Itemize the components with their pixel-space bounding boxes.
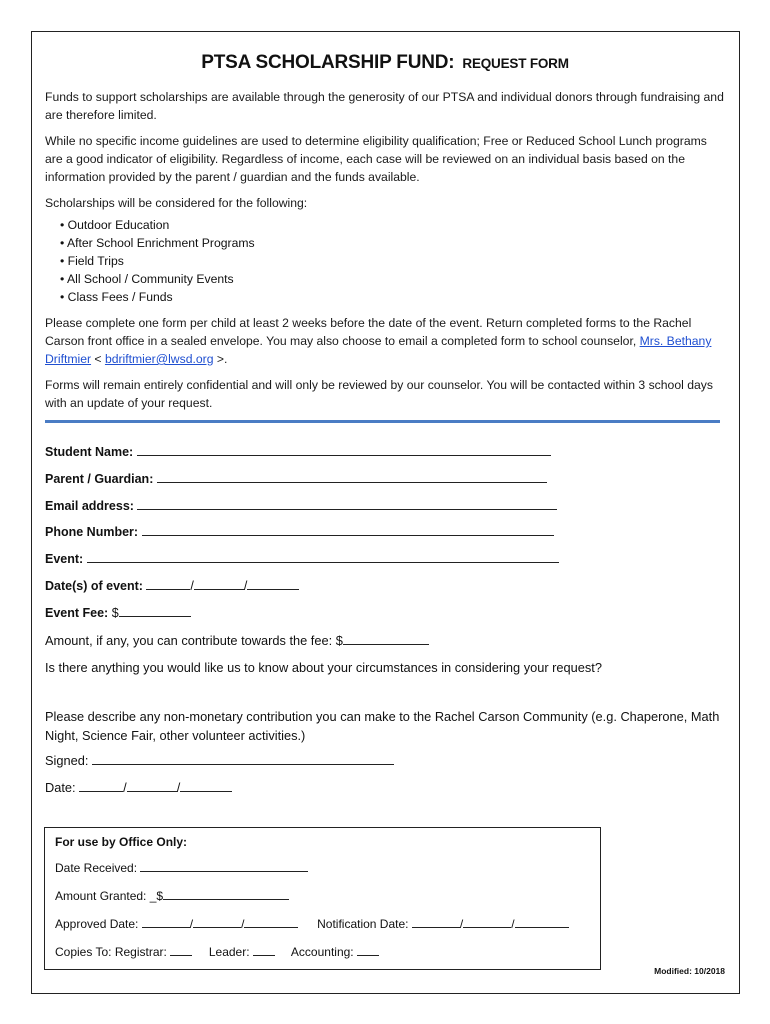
approved-row: Approved Date: / / Notification Date: / / [55, 916, 600, 933]
leader-label: Leader: [208, 945, 250, 959]
form-content [45, 52, 725, 805]
list-item: • All School / Community Events [60, 270, 725, 288]
modified-date: Modified: 10/2018 [654, 966, 725, 976]
nonmonetary-question: Please describe any non-monetary contribution you can make to the Rachel Carson Community (e.g. Chaperone, Math Night, Science Fair, other volunteer activities.) [45, 708, 720, 743]
accounting-field[interactable] [357, 945, 379, 956]
signed-row [45, 751, 725, 770]
contribution-label: Amount, if any, you can contribute towards the fee: $ [45, 632, 343, 648]
date-year-field[interactable] [180, 780, 232, 792]
notification-label: Notification Date: [317, 917, 409, 931]
scholarship-list [60, 216, 725, 306]
event-label: Event: [45, 552, 84, 567]
title-sub: REQUEST FORM [462, 56, 569, 71]
parent-field[interactable] [157, 471, 547, 483]
date-label: Date: [45, 779, 76, 795]
approved-day-field[interactable] [193, 917, 241, 928]
section-divider [45, 420, 720, 423]
office-heading: For use by Office Only: [55, 835, 188, 849]
copies-label: Copies To: Registrar: [55, 945, 167, 959]
confidential-paragraph: Forms will remain entirely confidential and will only be reviewed by our counselor. You will be contacted within 3 school days with an update of your request. [45, 378, 713, 410]
email-row [45, 497, 725, 515]
event-fee-row [45, 604, 725, 622]
signed-label: Signed: [45, 752, 89, 768]
event-month-field[interactable] [146, 578, 190, 590]
event-date-label: Date(s) of event: [45, 578, 143, 593]
instructions-text: Please complete one form per child at least 2 weeks before the date of the event. Return completed forms to the Rachel Carson front office in a sealed envelope. You may also choose to email a completed form to school counselor, [45, 316, 692, 348]
amount-granted-row [55, 888, 600, 905]
contribution-row [45, 631, 725, 650]
student-name-label: Student Name: [45, 445, 134, 459]
approved-label: Approved Date: [55, 917, 139, 931]
amount-granted-field[interactable] [163, 889, 289, 900]
event-row [45, 550, 725, 568]
intro-paragraph: Funds to support scholarships are available through the generosity of our PTSA and individual donors through fundraising and are therefore limited. [45, 90, 724, 122]
student-name-field[interactable] [137, 444, 551, 456]
amount-granted-label: Amount Granted: _$ [55, 889, 164, 903]
email-label: Email address: [45, 498, 134, 513]
copies-row [55, 944, 600, 961]
office-use-box [44, 827, 601, 970]
considered-paragraph: Scholarships will be considered for the following: [45, 196, 308, 210]
date-received-field[interactable] [140, 861, 308, 872]
registrar-field[interactable] [170, 945, 192, 956]
date-row: Date: / / [45, 778, 725, 797]
signature-field[interactable] [92, 753, 394, 765]
phone-row [45, 523, 725, 541]
counselor-link[interactable]: Mrs. Bethany Driftmier [45, 334, 712, 366]
event-field[interactable] [87, 551, 559, 563]
email-field[interactable] [137, 498, 557, 510]
form-title [45, 52, 725, 74]
approved-month-field[interactable] [142, 917, 190, 928]
counselor-email-link[interactable]: bdriftmier@lwsd.org [104, 352, 214, 366]
event-date-row: Date(s) of event: / / [45, 577, 725, 595]
notification-day-field[interactable] [463, 917, 511, 928]
phone-label: Phone Number: [45, 525, 139, 540]
currency-symbol: $ [111, 605, 119, 620]
event-day-field[interactable] [194, 578, 244, 590]
list-item: • Outdoor Education [60, 216, 725, 234]
notification-month-field[interactable] [412, 917, 460, 928]
circumstances-question: Is there anything you would like us to know about your circumstances in considering your request? [45, 659, 602, 675]
accounting-label: Accounting: [290, 945, 354, 959]
event-fee-field[interactable] [119, 605, 191, 617]
instructions-paragraph: Please complete one form per child at least 2 weeks before the date of the event. Return completed forms to the Rachel Carson front office in a sealed envelope. You may also choose to email a completed form to school counselor, Mrs. Bethany Driftmier < bdriftmier@lwsd.org >. [45, 316, 712, 366]
list-item: • After School Enrichment Programs [60, 234, 725, 252]
notification-year-field[interactable] [515, 917, 569, 928]
date-month-field[interactable] [79, 780, 123, 792]
event-year-field[interactable] [247, 578, 299, 590]
phone-field[interactable] [142, 524, 554, 536]
title-main: PTSA SCHOLARSHIP FUND: [201, 52, 455, 73]
approved-year-field[interactable] [244, 917, 298, 928]
date-day-field[interactable] [127, 780, 177, 792]
event-fee-label: Event Fee: [45, 605, 109, 620]
leader-field[interactable] [253, 945, 275, 956]
list-item: • Class Fees / Funds [60, 288, 725, 306]
parent-label: Parent / Guardian: [45, 471, 154, 486]
list-item: • Field Trips [60, 252, 725, 270]
student-name-row [45, 443, 725, 461]
date-received-row [55, 860, 600, 877]
contribution-field[interactable] [343, 633, 429, 645]
eligibility-paragraph: While no specific income guidelines are used to determine eligibility qualification; Free or Reduced School Lunch programs are a good indicator of eligibility. Regardless of income, each case will be reviewed on an individual basis based on the information provided by the parent / guardian and the funds available. [45, 134, 707, 184]
date-received-label: Date Received: [55, 861, 138, 875]
parent-row [45, 470, 725, 488]
